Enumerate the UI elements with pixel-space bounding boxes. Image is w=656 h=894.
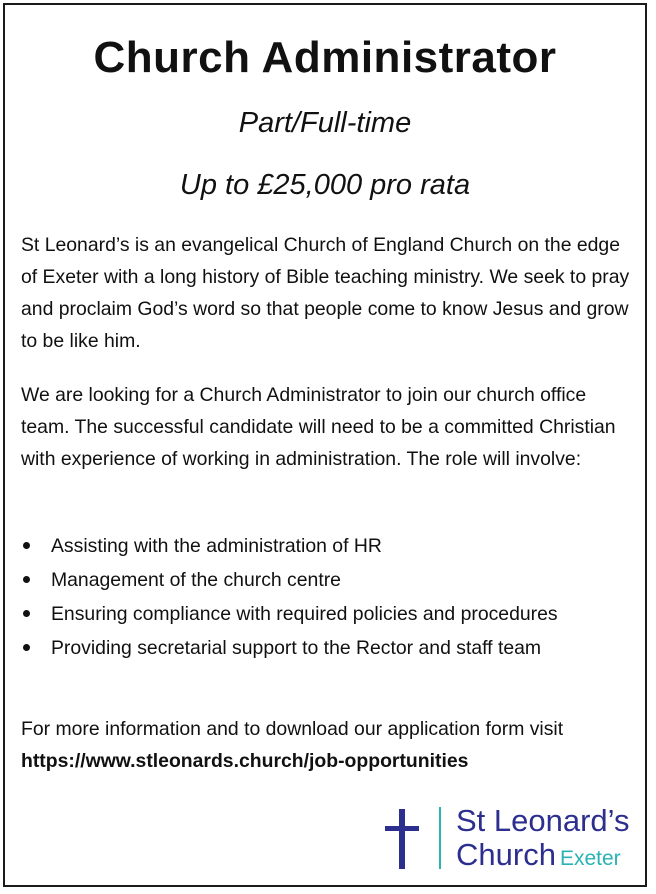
duty-text: Assisting with the administration of HR [51, 535, 382, 557]
duty-text: Management of the church centre [51, 569, 341, 591]
contact-paragraph [21, 713, 637, 777]
bullet-icon [23, 644, 30, 651]
duty-text: Providing secretarial support to the Rector and staff team [51, 637, 542, 659]
logo-location: Exeter [559, 847, 621, 870]
list-item [21, 631, 637, 665]
job-advert [3, 3, 647, 887]
logo-name: St Leonard’s [456, 803, 630, 838]
bullet-icon [23, 610, 30, 617]
job-hours: Part/Full-time [238, 107, 412, 139]
duty-text: Ensuring compliance with required policies and procedures [51, 603, 558, 625]
bullet-icon [23, 576, 30, 583]
list-item [21, 597, 637, 631]
logo-church: Church [456, 837, 556, 872]
duties-list [21, 529, 637, 665]
description-paragraph: We are looking for a Church Administrator to join our church office team. The successful candidate will need to be a committed Christian with experience of working in administration. The role will involve: [21, 384, 616, 470]
logo-subname [456, 837, 621, 873]
list-item [21, 563, 637, 597]
bullet-icon [23, 542, 30, 549]
job-salary: Up to £25,000 pro rata [179, 169, 471, 201]
cross-icon [383, 809, 421, 869]
list-item [21, 529, 637, 563]
church-logo [383, 803, 633, 873]
logo-divider [439, 807, 441, 869]
contact-text: For more information and to download our application form visit [21, 718, 564, 740]
intro-paragraph: St Leonard’s is an evangelical Church of England Church on the edge of Exeter with a long history of Bible teaching ministry. We seek to pray and proclaim God’s word so that people come to know Jesus and grow to be like him. [21, 234, 630, 352]
application-link[interactable]: https://www.stleonards.church/job-opportunities [21, 750, 469, 772]
page-title: Church Administrator [93, 33, 557, 82]
